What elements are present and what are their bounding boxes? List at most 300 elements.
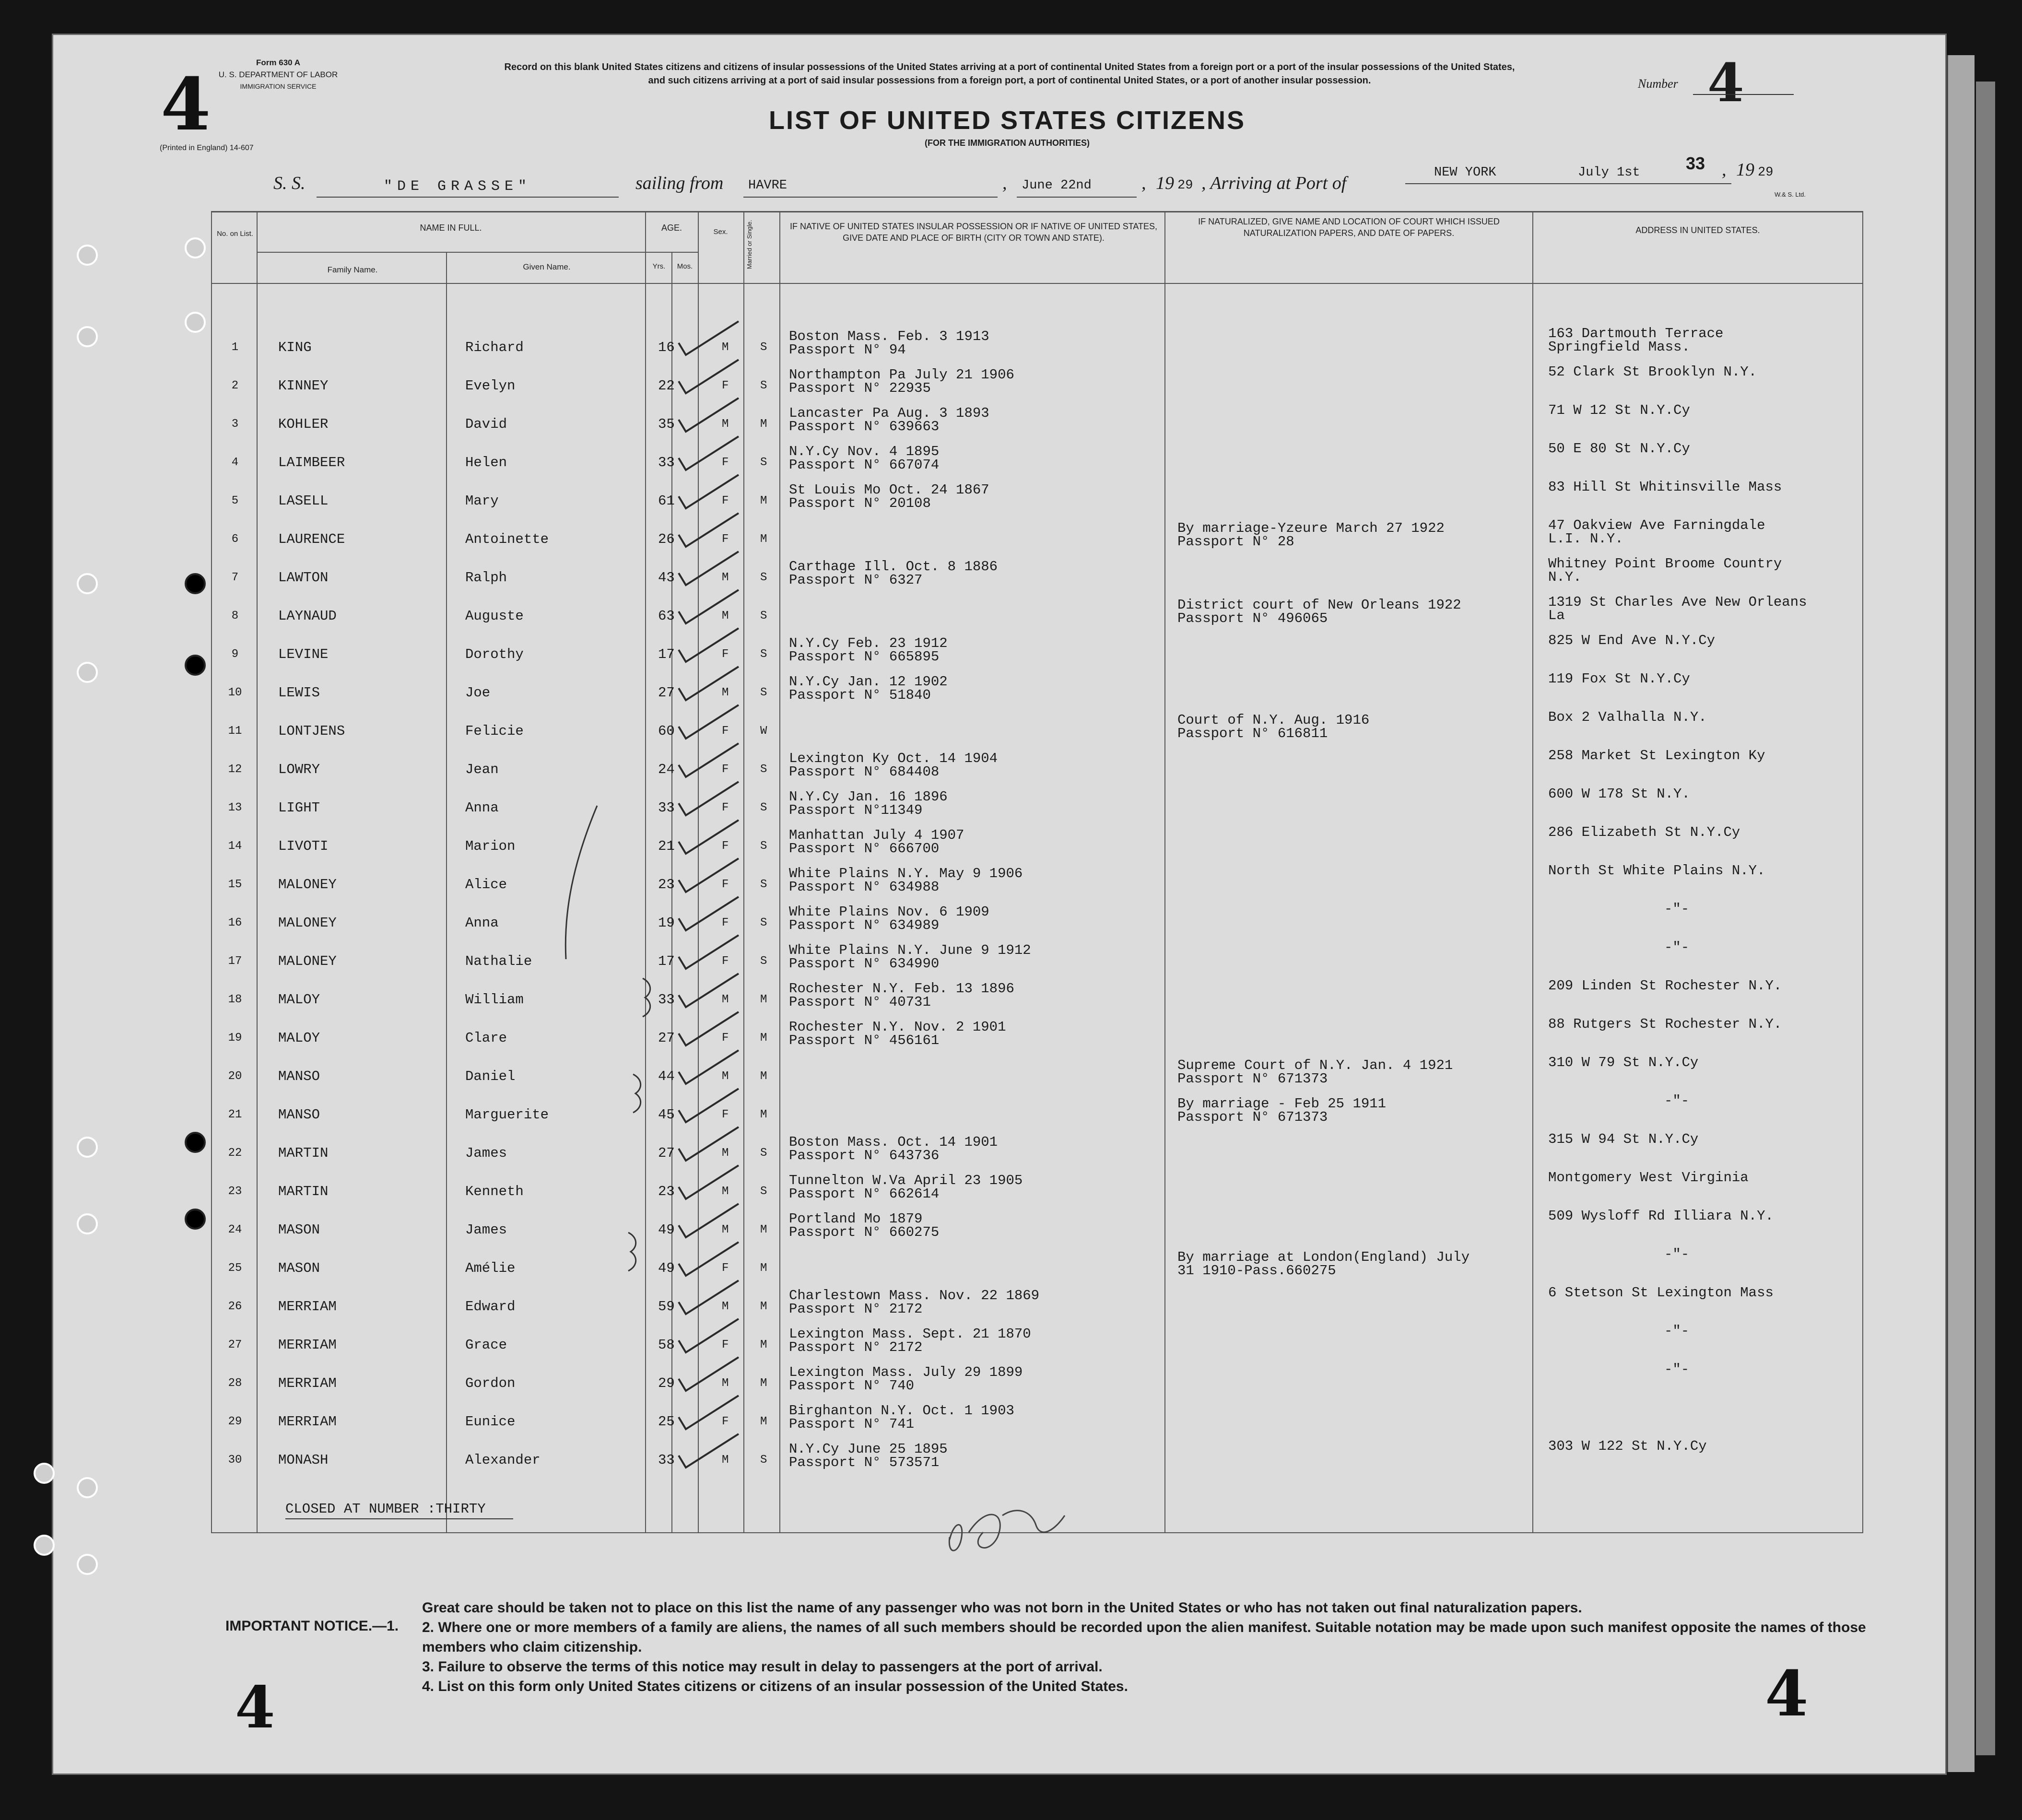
birth-line-2: Passport N° 51840 — [789, 687, 931, 703]
age-years: 25 — [658, 1414, 675, 1430]
birth-line-1: Boston Mass. Feb. 3 1913 — [789, 329, 989, 344]
marital-status: M — [760, 993, 767, 1006]
family-name: LIGHT — [278, 800, 320, 816]
address-line-1: 286 Elizabeth St N.Y.Cy — [1548, 824, 1740, 840]
sex: M — [722, 1223, 729, 1236]
naturalization-line-2: Passport N° 28 — [1177, 534, 1294, 550]
address-line-1: 1319 St Charles Ave New Orleans — [1548, 594, 1807, 610]
birth-line-1: Charlestown Mass. Nov. 22 1869 — [789, 1288, 1040, 1303]
marital-status: M — [760, 533, 767, 546]
closed-at-number: CLOSED AT NUMBER :THIRTY — [285, 1501, 486, 1517]
age-years: 22 — [658, 378, 675, 394]
arriving-label: , Arriving at Port of — [1201, 173, 1347, 193]
address-line-1: North St White Plains N.Y. — [1548, 863, 1765, 879]
form-number: Form 630 A — [256, 58, 300, 67]
check-mark — [679, 782, 739, 815]
address-line-1: -"- — [1664, 1093, 1690, 1109]
family-name: MASON — [278, 1222, 320, 1238]
address-line-1: 71 W 12 St N.Y.Cy — [1548, 402, 1690, 418]
notice-heading: IMPORTANT NOTICE.—1. — [225, 1618, 399, 1634]
number-label: Number — [1638, 77, 1678, 91]
check-mark — [679, 897, 739, 930]
binder-hole — [77, 245, 98, 266]
birth-line-1: N.Y.Cy June 25 1895 — [789, 1441, 948, 1457]
family-name: KING — [278, 340, 312, 355]
birth-line-2: Passport N° 2172 — [789, 1339, 923, 1355]
given-name: Auguste — [465, 608, 524, 624]
address-line-1: 83 Hill St Whitinsville Mass — [1548, 479, 1782, 495]
row-number: 23 — [228, 1185, 242, 1198]
age-years: 23 — [658, 877, 675, 892]
age-years: 33 — [658, 455, 675, 470]
birth-line-2: Passport N° 2172 — [789, 1301, 923, 1317]
sex: F — [722, 916, 729, 929]
arrival-overwrite: 33 — [1686, 153, 1705, 173]
bracket-mark-4 — [628, 1233, 636, 1271]
age-years: 27 — [658, 1030, 675, 1046]
given-name: Amélie — [465, 1260, 516, 1276]
address-line-1: 50 E 80 St N.Y.Cy — [1548, 441, 1690, 457]
sex: F — [722, 878, 729, 891]
given-name: Marguerite — [465, 1107, 549, 1123]
birth-line-2: Passport N° 741 — [789, 1416, 915, 1432]
row-number: 5 — [231, 494, 239, 507]
marital-status: M — [760, 1262, 767, 1275]
header-given-name: Given Name. — [523, 262, 571, 271]
check-mark — [679, 820, 739, 854]
sex: M — [722, 610, 729, 622]
marital-status: S — [760, 1185, 767, 1198]
given-name: Daniel — [465, 1069, 516, 1084]
marital-status: S — [760, 456, 767, 469]
age-years: 19 — [658, 915, 675, 931]
corner-number-top-left: 4 — [161, 62, 211, 147]
birth-line-2: Passport N° 94 — [789, 342, 906, 358]
marital-status: M — [760, 1300, 767, 1313]
row-number: 29 — [228, 1415, 242, 1428]
address-line-1: 600 W 178 St N.Y. — [1548, 786, 1690, 802]
row-number: 1 — [231, 341, 239, 354]
address-line-1: 509 Wysloff Rd Illiara N.Y. — [1548, 1208, 1774, 1224]
age-years: 23 — [658, 1184, 675, 1199]
marital-status: M — [760, 1223, 767, 1236]
family-name: MARTIN — [278, 1145, 329, 1161]
family-name: MASON — [278, 1260, 320, 1276]
header-yrs: Yrs. — [652, 262, 666, 270]
birth-line-1: Rochester N.Y. Feb. 13 1896 — [789, 981, 1014, 997]
sex: F — [722, 1262, 729, 1275]
header-name-in-full: NAME IN FULL. — [420, 223, 482, 233]
sex: F — [722, 379, 729, 392]
birth-line-2: Passport N° 22935 — [789, 380, 931, 396]
given-name: Gordon — [465, 1375, 516, 1391]
comma: , — [1002, 173, 1007, 193]
naturalization-line-2: Passport N° 671373 — [1177, 1071, 1328, 1087]
binder-hole — [185, 1209, 206, 1230]
birth-line-1: N.Y.Cy Jan. 16 1896 — [789, 789, 948, 805]
row-number: 14 — [228, 840, 242, 853]
arrival-year: 29 — [1758, 165, 1774, 180]
family-name: LIVOTI — [278, 838, 329, 854]
notice-item-4: 4. List on this form only United States citizens or citizens of an insular possession of the United States. — [422, 1679, 1128, 1694]
notice-item-3: 3. Failure to observe the terms of this notice may result in delay to passengers at the port of arrival. — [422, 1659, 1103, 1675]
row-number: 16 — [228, 916, 242, 929]
sex: M — [722, 1070, 729, 1083]
check-mark — [679, 705, 739, 739]
marital-status: M — [760, 1032, 767, 1045]
address-line-1: -"- — [1664, 1246, 1690, 1262]
address-line-2: L.I. N.Y. — [1548, 531, 1623, 547]
given-name: Marion — [465, 838, 516, 854]
age-years: 61 — [658, 493, 675, 509]
sex: M — [722, 1185, 729, 1198]
age-years: 45 — [658, 1107, 675, 1123]
birth-line-1: Rochester N.Y. Nov. 2 1901 — [789, 1019, 1006, 1035]
given-name: Jean — [465, 762, 499, 777]
binder-hole — [185, 655, 206, 676]
age-years: 29 — [658, 1375, 675, 1391]
sex: M — [722, 1300, 729, 1313]
birth-line-1: White Plains N.Y. May 9 1906 — [789, 866, 1023, 881]
check-mark — [679, 935, 739, 969]
birth-line-1: Lexington Mass. Sept. 21 1870 — [789, 1326, 1031, 1342]
naturalization-line-1: Court of N.Y. Aug. 1916 — [1177, 712, 1370, 728]
row-number: 25 — [228, 1262, 242, 1275]
row-number: 17 — [228, 955, 242, 968]
check-mark — [679, 398, 739, 432]
given-name: Joe — [465, 685, 491, 701]
family-name: MERRIAM — [278, 1337, 337, 1353]
row-number: 2 — [231, 379, 239, 392]
comma3: , — [1722, 160, 1727, 180]
row-number: 12 — [228, 763, 242, 776]
family-name: LAURENCE — [278, 531, 345, 547]
check-mark — [679, 974, 739, 1007]
age-years: 33 — [658, 800, 675, 816]
address-line-1: 825 W End Ave N.Y.Cy — [1548, 633, 1716, 648]
row-number: 4 — [231, 456, 239, 469]
check-mark — [679, 1434, 739, 1468]
header-family-name: Family Name. — [327, 265, 378, 274]
birth-line-1: Northampton Pa July 21 1906 — [789, 367, 1014, 383]
birth-line-1: N.Y.Cy Nov. 4 1895 — [789, 444, 940, 459]
row-number: 28 — [228, 1377, 242, 1390]
marital-status: M — [760, 1377, 767, 1390]
given-name: Alice — [465, 877, 507, 892]
family-name: LEVINE — [278, 646, 329, 662]
from-port: HAVRE — [748, 178, 788, 193]
check-mark — [679, 1204, 739, 1237]
naturalization-line-1: By marriage at London(England) July — [1177, 1249, 1470, 1265]
age-years: 63 — [658, 608, 675, 624]
marital-status: W — [760, 725, 767, 738]
age-years: 33 — [658, 992, 675, 1008]
given-name: Anna — [465, 915, 499, 931]
marital-status: M — [760, 1415, 767, 1428]
birth-line-2: Passport N° 740 — [789, 1378, 915, 1394]
family-name: MONASH — [278, 1452, 329, 1468]
sex: M — [722, 1377, 729, 1390]
sailing-label: sailing from — [635, 173, 724, 193]
family-name: KOHLER — [278, 416, 329, 432]
marital-status: S — [760, 840, 767, 853]
check-mark — [679, 360, 739, 393]
birth-line-1: Lexington Mass. July 29 1899 — [789, 1364, 1023, 1380]
address-line-1: Montgomery West Virginia — [1548, 1170, 1749, 1186]
page-subtitle: (FOR THE IMMIGRATION AUTHORITIES) — [925, 138, 1090, 148]
bracket-mark-2 — [643, 978, 650, 1017]
binder-hole — [77, 662, 98, 683]
age-years: 17 — [658, 646, 675, 662]
arrival-year-prefix: 19 — [1736, 160, 1754, 180]
age-years: 33 — [658, 1452, 675, 1468]
comma2: , — [1141, 173, 1146, 193]
birth-line-2: Passport N° 667074 — [789, 457, 940, 473]
sex: F — [722, 725, 729, 738]
family-name: MALOY — [278, 1030, 320, 1046]
marital-status: S — [760, 341, 767, 354]
depart-year: 29 — [1177, 178, 1193, 193]
marital-status: S — [760, 379, 767, 392]
sex: F — [722, 801, 729, 814]
address-line-2: La — [1548, 608, 1565, 623]
header-sex: Sex. — [713, 228, 728, 236]
birth-line-2: Passport N° 666700 — [789, 841, 940, 857]
marital-status: M — [760, 418, 767, 431]
row-number: 26 — [228, 1300, 242, 1313]
address-line-1: -"- — [1664, 939, 1690, 955]
birth-line-2: Passport N° 662614 — [789, 1186, 940, 1202]
row-number: 8 — [231, 610, 239, 622]
family-name: KINNEY — [278, 378, 329, 394]
notice-item-2: 2. Where one or more members of a family are aliens, the names of all such members should be recorded upon the alien manifest. Suitable notation may be made upon such manifest opposite the names of those members who claim citizenship. — [422, 1620, 1866, 1655]
header-age: AGE. — [661, 223, 682, 233]
binder-hole — [77, 1477, 98, 1498]
age-years: 49 — [658, 1260, 675, 1276]
sex: F — [722, 840, 729, 853]
sex: F — [722, 1339, 729, 1351]
address-line-1: Whitney Point Broome Country — [1548, 556, 1782, 572]
year-prefix: 19 — [1156, 173, 1174, 193]
given-name: Clare — [465, 1030, 507, 1046]
birth-line-1: Boston Mass. Oct. 14 1901 — [789, 1134, 998, 1150]
address-line-1: 52 Clark St Brooklyn N.Y. — [1548, 364, 1757, 380]
family-name: LAWTON — [278, 570, 329, 586]
given-name: David — [465, 416, 507, 432]
address-line-1: -"- — [1664, 1323, 1690, 1339]
naturalization-line-1: By marriage-Yzeure March 27 1922 — [1177, 520, 1445, 536]
given-name: Edward — [465, 1299, 516, 1315]
ss-label: S. S. — [273, 173, 306, 193]
age-years: 17 — [658, 953, 675, 969]
marital-status: S — [760, 763, 767, 776]
row-number: 27 — [228, 1339, 242, 1351]
check-mark — [679, 436, 739, 470]
marital-status: S — [760, 571, 767, 584]
notice-list — [422, 1598, 1870, 1696]
address-line-1: 47 Oakview Ave Farningdale — [1548, 517, 1765, 533]
row-number: 24 — [228, 1223, 242, 1236]
row-number: 22 — [228, 1147, 242, 1160]
age-years: 26 — [658, 531, 675, 547]
naturalization-line-1: Supreme Court of N.Y. Jan. 4 1921 — [1177, 1057, 1453, 1073]
header-no: No. on List. — [217, 230, 253, 238]
given-name: Eunice — [465, 1414, 516, 1430]
sex: F — [722, 1415, 729, 1428]
address-line-1: 6 Stetson St Lexington Mass — [1548, 1285, 1774, 1301]
row-number: 6 — [231, 533, 239, 546]
birth-line-1: Carthage Ill. Oct. 8 1886 — [789, 559, 998, 575]
check-mark — [679, 1165, 739, 1199]
sex: F — [722, 1032, 729, 1045]
sex: F — [722, 533, 729, 546]
birth-line-1: Portland Mo 1879 — [789, 1211, 923, 1227]
birth-line-2: Passport N° 684408 — [789, 764, 940, 780]
birth-line-1: Tunnelton W.Va April 23 1905 — [789, 1173, 1023, 1188]
sex: M — [722, 341, 729, 354]
marital-status: M — [760, 1108, 767, 1121]
family-name: MALONEY — [278, 877, 337, 892]
binder-hole — [185, 573, 206, 594]
age-years: 59 — [658, 1299, 675, 1315]
birth-line-2: Passport N° 573571 — [789, 1455, 940, 1470]
sex: F — [722, 494, 729, 507]
birth-line-2: Passport N° 634989 — [789, 917, 940, 933]
birth-line-2: Passport N° 643736 — [789, 1148, 940, 1163]
check-mark — [679, 321, 739, 355]
naturalization-line-1: By marriage - Feb 25 1911 — [1177, 1096, 1387, 1112]
check-mark — [679, 513, 739, 547]
birth-line-1: N.Y.Cy Feb. 23 1912 — [789, 635, 948, 651]
birth-line-1: St Louis Mo Oct. 24 1867 — [789, 482, 989, 498]
header-address: ADDRESS IN UNITED STATES. — [1635, 225, 1760, 235]
check-mark — [679, 475, 739, 508]
corner-number-bottom-right: 4 — [1765, 1657, 1809, 1730]
given-name: Alexander — [465, 1452, 541, 1468]
binder-hole — [77, 1213, 98, 1234]
check-mark — [679, 1050, 739, 1084]
given-name: Nathalie — [465, 953, 532, 969]
birth-line-1: Lexington Ky Oct. 14 1904 — [789, 751, 998, 766]
binder-hole — [185, 312, 206, 333]
naturalization-line-2: Passport N° 616811 — [1177, 726, 1328, 741]
naturalization-line-1: District court of New Orleans 1922 — [1177, 597, 1461, 613]
given-name: James — [465, 1222, 507, 1238]
marital-status: S — [760, 610, 767, 622]
handwritten-signature — [949, 1511, 1065, 1551]
address-line-1: 258 Market St Lexington Ky — [1548, 748, 1765, 763]
marital-status: S — [760, 801, 767, 814]
printed-note: (Printed in England) 14-607 — [160, 144, 254, 152]
given-name: William — [465, 992, 524, 1008]
birth-line-2: Passport N° 634988 — [789, 879, 940, 895]
family-name: MERRIAM — [278, 1299, 337, 1315]
given-name: Grace — [465, 1337, 507, 1353]
header-mos: Mos. — [677, 262, 693, 270]
check-mark — [679, 1319, 739, 1352]
marital-status: S — [760, 686, 767, 699]
row-number: 9 — [231, 648, 239, 661]
given-name: Kenneth — [465, 1184, 524, 1199]
sex: M — [722, 686, 729, 699]
binder-hole — [77, 1137, 98, 1158]
arrival-port: NEW YORK — [1434, 165, 1496, 180]
birth-line-1: N.Y.Cy Jan. 12 1902 — [789, 674, 948, 690]
address-line-1: 303 W 122 St N.Y.Cy — [1548, 1438, 1707, 1454]
given-name: Helen — [465, 455, 507, 470]
given-name: Felicie — [465, 723, 524, 739]
birth-line-2: Passport N° 639663 — [789, 419, 940, 434]
birth-line-2: Passport N° 456161 — [789, 1033, 940, 1048]
check-mark — [679, 1396, 739, 1429]
marital-status: S — [760, 955, 767, 968]
age-years: 58 — [658, 1337, 675, 1353]
binder-hole — [185, 1132, 206, 1153]
bracket-mark-1 — [565, 806, 597, 959]
marital-status: M — [760, 494, 767, 507]
binder-hole — [77, 1554, 98, 1575]
birth-line-1: Manhattan July 4 1907 — [789, 827, 964, 843]
binder-hole — [185, 237, 206, 258]
row-number: 11 — [228, 725, 242, 738]
given-name: Antoinette — [465, 531, 549, 547]
sex: F — [722, 955, 729, 968]
given-name: Ralph — [465, 570, 507, 586]
naturalization-line-2: 31 1910-Pass.660275 — [1177, 1263, 1336, 1279]
given-name: Mary — [465, 493, 499, 509]
row-number: 18 — [228, 993, 242, 1006]
printer-mark: W.& S. Ltd. — [1775, 191, 1806, 198]
sex: M — [722, 1147, 729, 1160]
marital-status: S — [760, 1147, 767, 1160]
birth-line-1: Birghanton N.Y. Oct. 1 1903 — [789, 1403, 1014, 1419]
check-mark — [679, 1242, 739, 1276]
marital-status: S — [760, 916, 767, 929]
family-name: LONTJENS — [278, 723, 345, 739]
address-line-1: 209 Linden St Rochester N.Y. — [1548, 978, 1782, 994]
family-name: MANSO — [278, 1069, 320, 1084]
family-name: MALOY — [278, 992, 320, 1008]
address-line-1: 88 Rutgers St Rochester N.Y. — [1548, 1016, 1782, 1032]
row-number: 3 — [231, 418, 239, 431]
family-name: LEWIS — [278, 685, 320, 701]
sex: F — [722, 1108, 729, 1121]
check-mark — [679, 1089, 739, 1122]
family-name: MALONEY — [278, 915, 337, 931]
age-years: 60 — [658, 723, 675, 739]
birth-line-2: Passport N° 660275 — [789, 1224, 940, 1240]
given-name: Anna — [465, 800, 499, 816]
row-number: 30 — [228, 1454, 242, 1467]
address-line-1: Box 2 Valhalla N.Y. — [1548, 709, 1707, 725]
check-mark — [679, 590, 739, 623]
address-line-2: Springfield Mass. — [1548, 339, 1690, 355]
check-mark — [679, 743, 739, 777]
service: IMMIGRATION SERVICE — [240, 82, 317, 90]
page-title: LIST OF UNITED STATES CITIZENS — [769, 106, 1246, 135]
record-note: Record on this blank United States citizens and citizens of insular possessions of the United States arriving at a port of continental United States from a foreign port or a port of the insular possessions of the United States, and such citizens arriving at a port of said insular possessions from a foreign port, a port of continental United States, or a port of another insular possession. — [504, 62, 1515, 86]
closed-underline — [285, 1518, 513, 1519]
age-years: 21 — [658, 838, 675, 854]
binder-hole — [77, 326, 98, 347]
sex: F — [722, 648, 729, 661]
check-mark — [679, 1012, 739, 1045]
arrival-date: July 1st — [1578, 165, 1640, 180]
marital-status: S — [760, 648, 767, 661]
marital-status: M — [760, 1339, 767, 1351]
marital-status: S — [760, 1454, 767, 1467]
birth-line-2: Passport N° 6327 — [789, 572, 923, 588]
